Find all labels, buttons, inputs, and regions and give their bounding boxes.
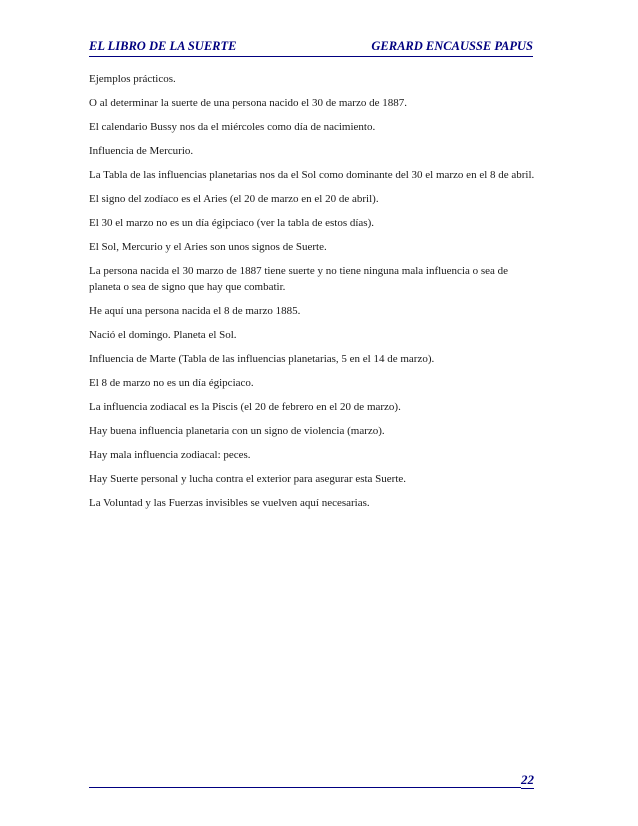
paragraph: El 30 el marzo no es un día égipciaco (ver la tabla de estos días). — [89, 217, 374, 229]
paragraph: El Sol, Mercurio y el Aries son unos signos de Suerte. — [89, 241, 327, 253]
paragraph: La influencia zodiacal es la Piscis (el 20 de febrero en el 20 de marzo). — [89, 401, 401, 413]
paragraph: La Tabla de las influencias planetarias nos da el Sol como dominante del 30 el marzo en el 8 de abril. — [89, 169, 535, 181]
book-title: EL LIBRO DE LA SUERTE — [89, 39, 237, 53]
paragraph: Nació el domingo. Planeta el Sol. — [89, 329, 237, 341]
paragraph: La Voluntad y las Fuerzas invisibles se vuelven aquí necesarias. — [89, 497, 370, 509]
paragraph: He aquí una persona nacida el 8 de marzo 1885. — [89, 305, 301, 317]
page-body — [89, 71, 539, 519]
paragraph: Hay mala influencia zodiacal: peces. — [89, 449, 251, 461]
paragraph: Influencia de Mercurio. — [89, 145, 194, 157]
paragraph: La persona nacida el 30 marzo de 1887 tiene suerte y no tiene ninguna mala influencia o sea de planeta o sea de signo que hay que combatir. — [89, 265, 509, 293]
page-number: 22 — [521, 772, 534, 787]
page-header — [89, 38, 533, 57]
paragraph: O al determinar la suerte de una persona nacido el 30 de marzo de 1887. — [89, 97, 407, 109]
paragraph: Ejemplos prácticos. — [89, 73, 176, 85]
paragraph: El 8 de marzo no es un día égipciaco. — [89, 377, 254, 389]
paragraph: Hay buena influencia planetaria con un signo de violencia (marzo). — [89, 425, 385, 437]
paragraph: Hay Suerte personal y lucha contra el exterior para asegurar esta Suerte. — [89, 473, 407, 485]
author-name: GERARD ENCAUSSE PAPUS — [371, 39, 533, 53]
paragraph: El calendario Bussy nos da el miércoles como día de nacimiento. — [89, 121, 376, 133]
footer-rule — [89, 787, 521, 788]
paragraph: El signo del zodíaco es el Aries (el 20 de marzo en el 20 de abril). — [89, 193, 379, 205]
paragraph: Influencia de Marte (Tabla de las influencias planetarias, 5 en el 14 de marzo). — [89, 353, 435, 365]
